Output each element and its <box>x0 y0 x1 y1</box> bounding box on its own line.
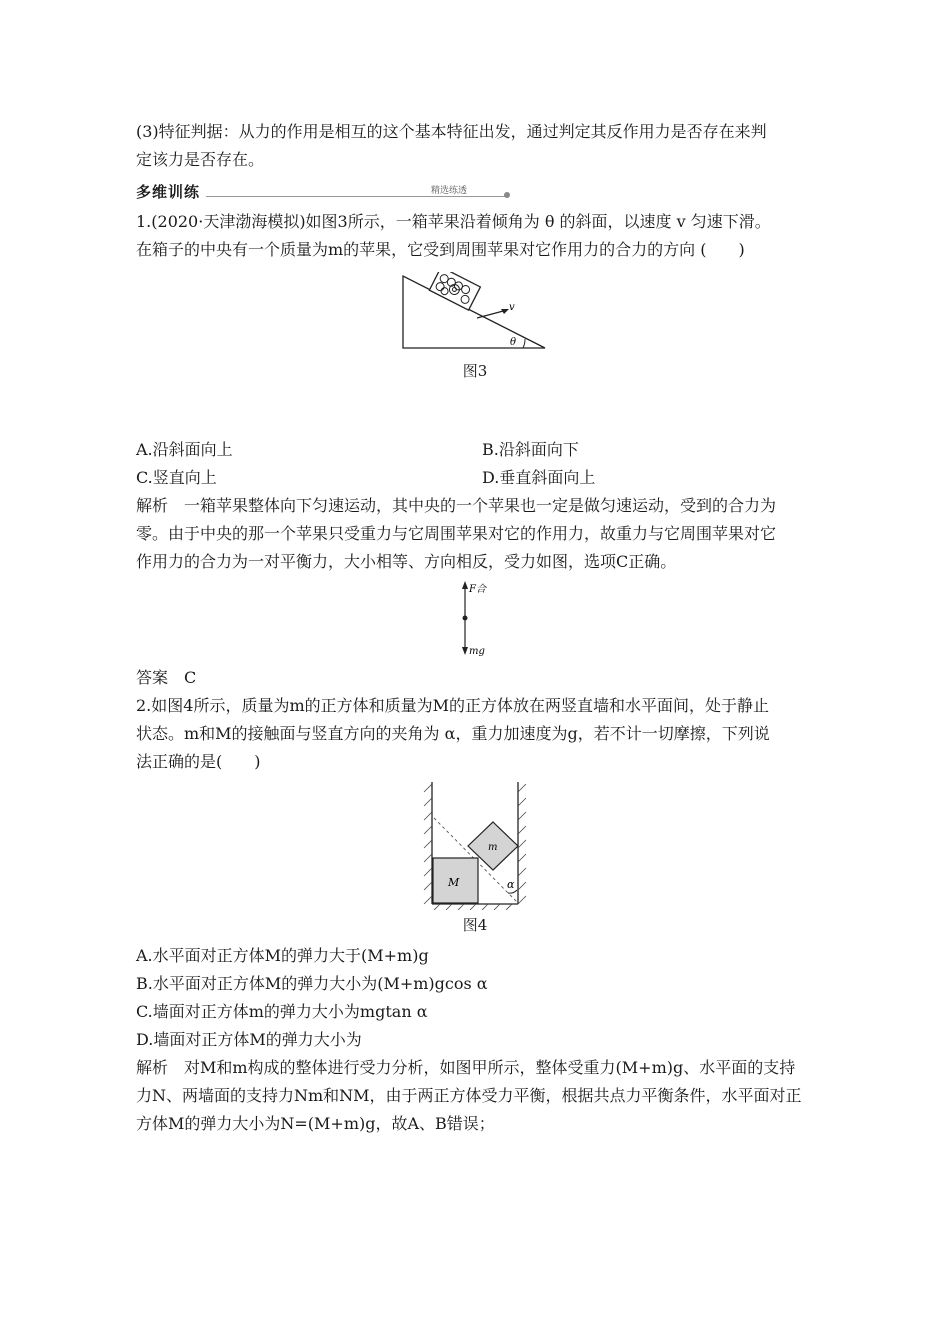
cube-M-label: M <box>448 876 460 889</box>
force-down-label: mg <box>469 646 485 657</box>
apple-point <box>463 616 468 621</box>
q1-analysis-line-3: 作用力的合力为一对平衡力，大小相等、方向相反，受力如图，选项C正确。 <box>136 552 677 571</box>
intro-line-1: (3)特征判据：从力的作用是相互的这个基本特征出发，通过判定其反作用力是否存在来判 <box>136 122 767 141</box>
theta-arc <box>523 339 525 348</box>
intro-line-2: 定该力是否存在。 <box>136 150 265 169</box>
q1-stem-line-1: 1.(2020·天津渤海模拟)如图3所示，一箱苹果沿着倾角为 θ 的斜面，以速度 v 匀速下滑。 <box>136 212 771 231</box>
section-header <box>136 181 516 203</box>
force-up-arrow <box>462 581 468 589</box>
theta-label: θ <box>510 337 517 348</box>
figure-3-caption: 图3 <box>462 362 488 380</box>
q2-analysis-line-3: 方体M的弹力大小为N=(M+m)g，故A、B错误； <box>136 1114 495 1133</box>
force-up-label: F合 <box>469 584 486 595</box>
figure-3-incline <box>395 272 555 354</box>
q1-option-a: A.沿斜面向上 <box>136 440 233 459</box>
q1-analysis-line-1: 解析 一箱苹果整体向下匀速运动，其中央的一个苹果也一定是做匀速运动，受到的合力为 <box>136 496 777 515</box>
force-diagram <box>455 578 495 658</box>
q2-option-a: A.水平面对正方体M的弹力大于(M+m)g <box>136 946 429 965</box>
q2-analysis-line-2: 力N、两墙面的支持力Nm和NM，由于两正方体受力平衡，根据共点力平衡条件，水平面对正 <box>136 1086 802 1105</box>
section-divider <box>206 196 506 197</box>
q2-stem-line-2: 状态。m和M的接触面与竖直方向的夹角为 α，重力加速度为g，若不计一切摩擦，下列说 <box>136 724 770 743</box>
force-down-arrow <box>462 647 468 655</box>
figure-4-caption: 图4 <box>462 916 488 934</box>
section-title: 多维训练 <box>136 183 201 201</box>
q1-stem-line-2: 在箱子的中央有一个质量为m的苹果，它受到周围苹果对它作用力的合力的方向 ( ) <box>136 240 745 259</box>
q2-analysis-line-1: 解析 对M和m构成的整体进行受力分析，如图甲所示，整体受重力(M+m)g、水平面的支持 <box>136 1058 796 1077</box>
q1-analysis-line-2: 零。由于中央的那一个苹果只受重力与它周围苹果对它的作用力，故重力与它周围苹果对它 <box>136 524 777 543</box>
q1-option-d: D.垂直斜面向上 <box>482 468 596 487</box>
figure-4-cubes <box>420 782 530 910</box>
q2-option-b: B.水平面对正方体M的弹力大小为(M+m)gcos α <box>136 974 488 993</box>
q2-stem-line-1: 2.如图4所示，质量为m的正方体和质量为M的正方体放在两竖直墙和水平面间，处于静止 <box>136 696 770 715</box>
section-dot-icon <box>504 192 510 198</box>
q1-option-b: B.沿斜面向下 <box>482 440 579 459</box>
q2-option-d: D.墙面对正方体M的弹力大小为 <box>136 1030 362 1049</box>
q2-option-c: C.墙面对正方体m的弹力大小为mgtan α <box>136 1002 428 1021</box>
velocity-label: v <box>509 302 515 313</box>
cube-m-label: m <box>488 842 498 853</box>
q2-stem-line-3: 法正确的是( ) <box>136 752 261 771</box>
q1-answer: 答案 C <box>136 668 197 687</box>
q1-option-c: C.竖直向上 <box>136 468 217 487</box>
section-tag: 精选练透 <box>431 186 468 196</box>
apple-box <box>429 272 480 310</box>
alpha-label: α <box>507 878 515 891</box>
